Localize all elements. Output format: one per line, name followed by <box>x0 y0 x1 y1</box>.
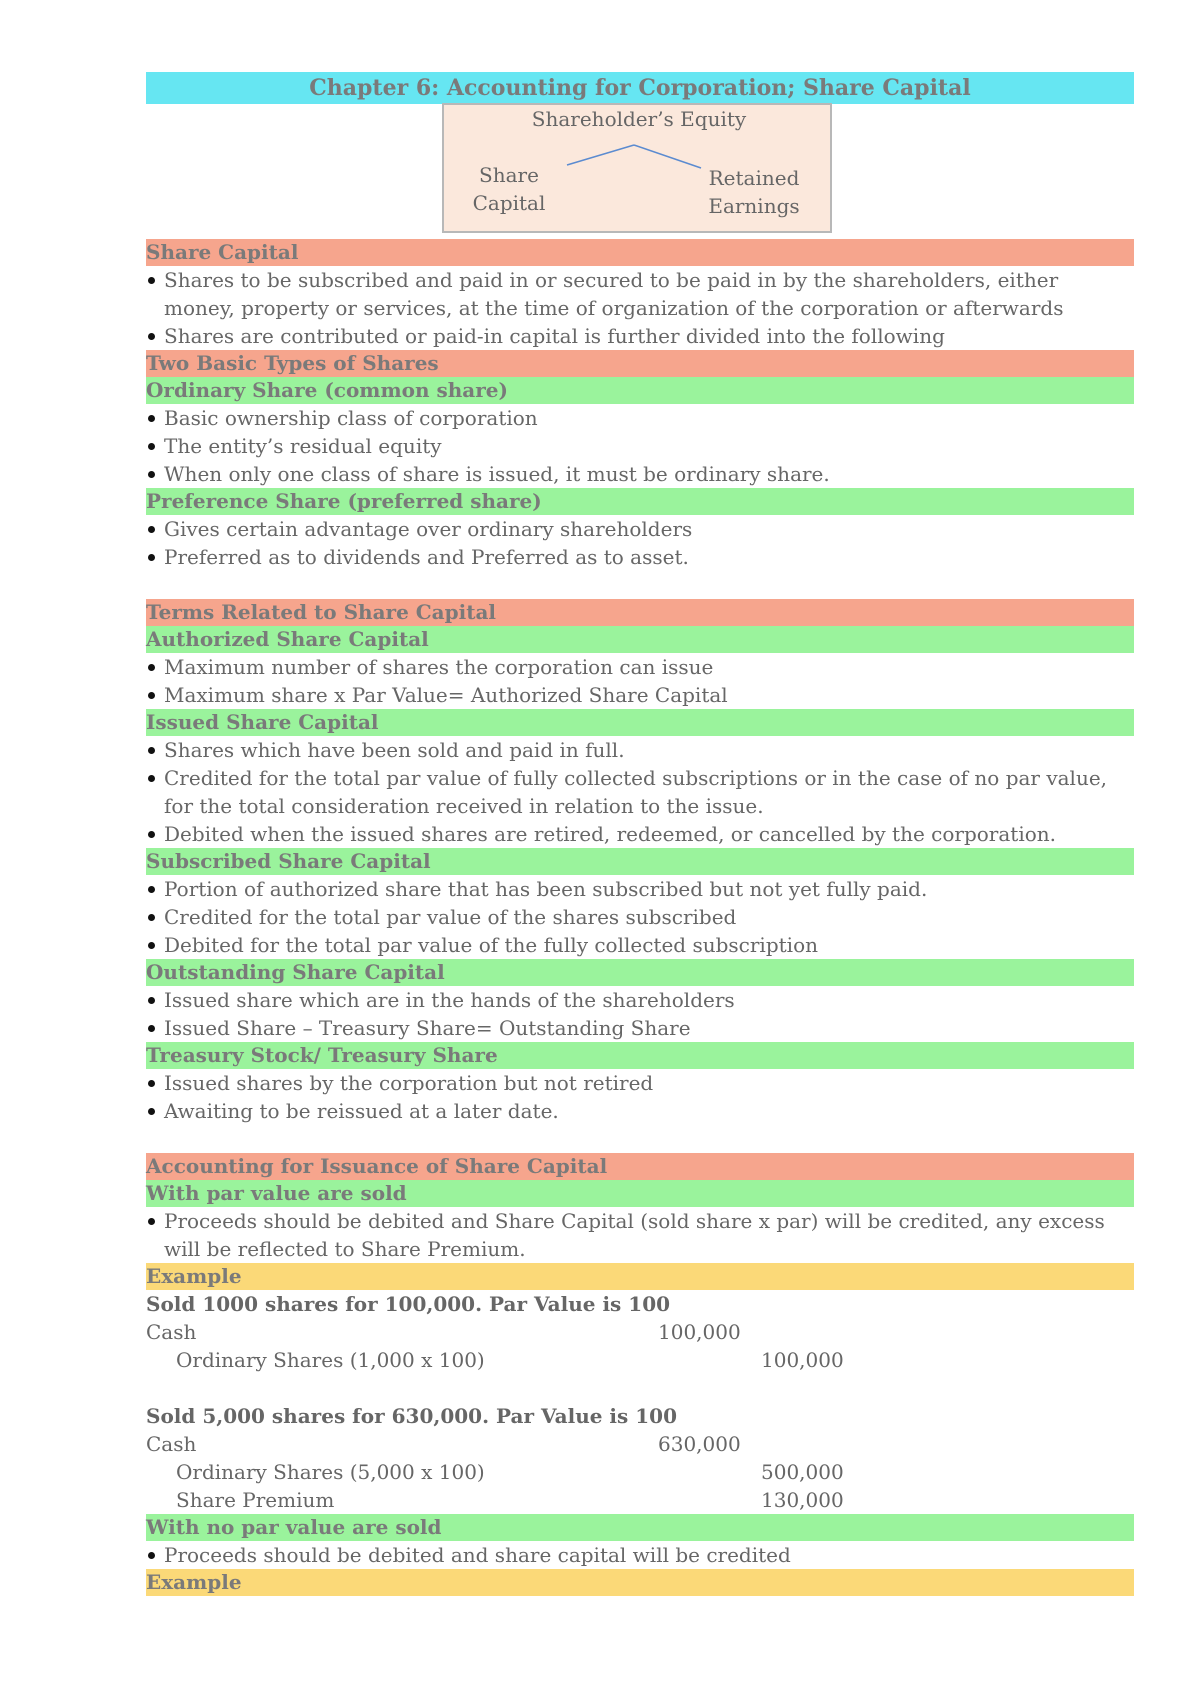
list-item: Proceeds should be debited and Share Capital (sold share x par) will be credited, any excess will be reflected to Share Premium. <box>146 1207 1134 1263</box>
subsection-heading: Preference Share (preferred share) <box>146 488 1134 515</box>
list-item: Issued shares by the corporation but not retired <box>146 1069 1134 1097</box>
journal-credit: 500,000 <box>761 1460 844 1484</box>
list-item: Shares to be subscribed and paid in or secured to be paid in by the shareholders, either money, property or services, at the time of organization of the corporation or afterwards <box>146 266 1134 322</box>
section-heading: Share Capital <box>146 239 1134 266</box>
journal-row <box>146 1318 1134 1346</box>
diagram-left-line-1: Share <box>479 163 539 187</box>
list-item: Gives certain advantage over ordinary shareholders <box>146 515 1134 543</box>
diagram-line-right <box>634 145 701 168</box>
journal-account: Ordinary Shares (5,000 x 100) <box>176 1460 485 1484</box>
journal-account: Cash <box>146 1320 197 1344</box>
journal-debit: 100,000 <box>658 1320 741 1344</box>
equity-diagram <box>442 103 832 233</box>
journal-debit: 630,000 <box>658 1432 741 1456</box>
list-item: Proceeds should be debited and share capital will be credited <box>146 1541 1134 1569</box>
section-heading: Accounting for Issuance of Share Capital <box>146 1153 1134 1180</box>
diagram-right-line-2: Earnings <box>708 194 800 218</box>
example-heading: Example <box>146 1569 1134 1596</box>
subsection-heading: Treasury Stock/ Treasury Share <box>146 1042 1134 1069</box>
journal-account: Share Premium <box>176 1488 335 1512</box>
section-heading: Two Basic Types of Shares <box>146 350 1134 377</box>
journal-row <box>146 1458 1134 1486</box>
example-heading: Example <box>146 1263 1134 1290</box>
diagram-left-label <box>464 161 554 217</box>
subsection-heading: Ordinary Share (common share) <box>146 377 1134 404</box>
diagram-right-line-1: Retained <box>708 166 800 190</box>
list-item: Preferred as to dividends and Preferred as to asset. <box>146 543 1134 571</box>
section-heading: Terms Related to Share Capital <box>146 599 1134 626</box>
page-title: Chapter 6: Accounting for Corporation; Share Capital <box>146 72 1134 104</box>
list-item: The entity’s residual equity <box>146 432 1134 460</box>
diagram-top-label: Shareholder’s Equity <box>531 107 747 131</box>
list-item: Maximum share x Par Value= Authorized Share Capital <box>146 681 1134 709</box>
list-item: Debited for the total par value of the fully collected subscription <box>146 931 1134 959</box>
list-item: Portion of authorized share that has been subscribed but not yet fully paid. <box>146 875 1134 903</box>
subsection-heading: Issued Share Capital <box>146 709 1134 736</box>
journal-account: Ordinary Shares (1,000 x 100) <box>176 1348 485 1372</box>
journal-row <box>146 1430 1134 1458</box>
subsection-heading: Authorized Share Capital <box>146 626 1134 653</box>
list-item: Credited for the total par value of fully collected subscriptions or in the case of no par value, for the total consideration received in relation to the issue. <box>146 764 1134 820</box>
example-title: Sold 5,000 shares for 630,000. Par Value is 100 <box>146 1404 677 1428</box>
diagram-left-line-2: Capital <box>472 191 546 215</box>
list-item: Awaiting to be reissued at a later date. <box>146 1097 1134 1125</box>
journal-credit: 100,000 <box>761 1348 844 1372</box>
journal-row <box>146 1486 1134 1514</box>
subsection-heading: With no par value are sold <box>146 1514 1134 1541</box>
list-item: Debited when the issued shares are retired, redeemed, or cancelled by the corporation. <box>146 820 1134 848</box>
list-item: Shares are contributed or paid-in capital is further divided into the following <box>146 322 1134 350</box>
list-item: Maximum number of shares the corporation can issue <box>146 653 1134 681</box>
diagram-right-label <box>699 164 809 220</box>
subsection-heading: Outstanding Share Capital <box>146 959 1134 986</box>
list-item: When only one class of share is issued, it must be ordinary share. <box>146 460 1134 488</box>
list-item: Credited for the total par value of the shares subscribed <box>146 903 1134 931</box>
journal-account: Cash <box>146 1432 197 1456</box>
subsection-heading: Subscribed Share Capital <box>146 848 1134 875</box>
list-item: Issued share which are in the hands of the shareholders <box>146 986 1134 1014</box>
journal-credit: 130,000 <box>761 1488 844 1512</box>
list-item: Issued Share – Treasury Share= Outstanding Share <box>146 1014 1134 1042</box>
list-item: Basic ownership class of corporation <box>146 404 1134 432</box>
subsection-heading: With par value are sold <box>146 1180 1134 1207</box>
journal-row <box>146 1346 1134 1374</box>
list-item: Shares which have been sold and paid in full. <box>146 736 1134 764</box>
diagram-line-left <box>567 145 634 165</box>
document-page <box>146 72 1134 1596</box>
example-title: Sold 1000 shares for 100,000. Par Value is 100 <box>146 1292 671 1316</box>
